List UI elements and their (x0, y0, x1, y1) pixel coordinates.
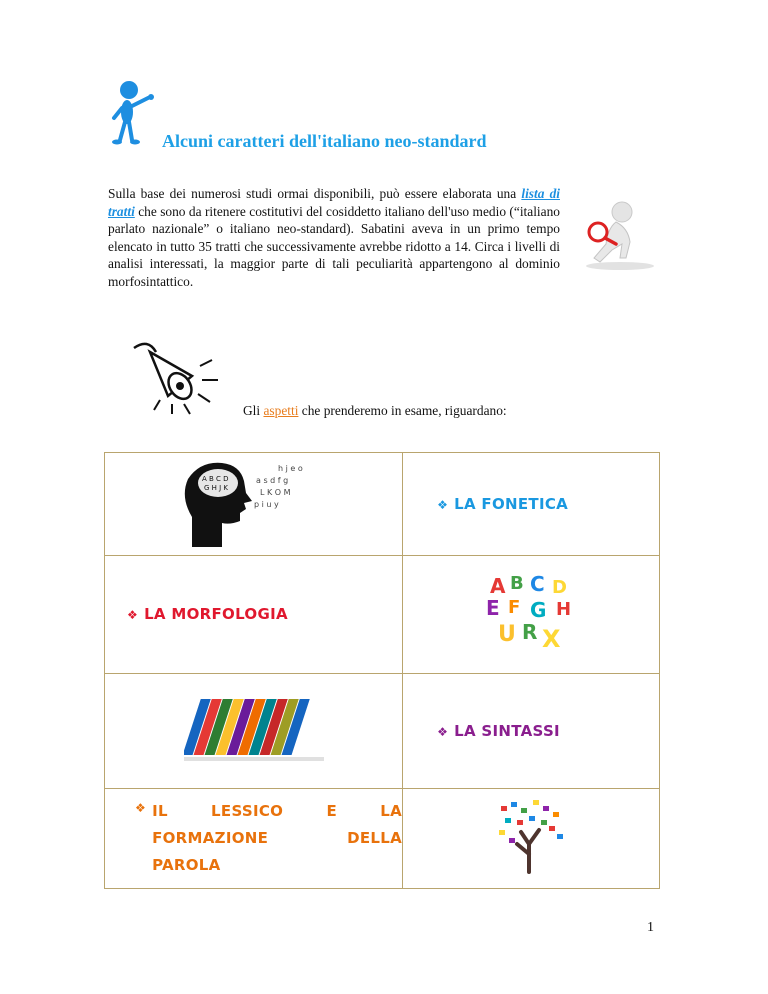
topic-sintassi-label: LA SINTASSI (454, 721, 560, 740)
speaking-head-letters-icon (174, 457, 334, 547)
fonetica-image-cell (105, 453, 403, 556)
lessico-image-cell (403, 789, 660, 889)
lessico-word: LA (380, 802, 403, 820)
svg-text:H: H (556, 599, 572, 620)
table-row (105, 674, 660, 789)
topic-morfologia (127, 605, 288, 623)
table-row (105, 789, 660, 889)
topics-table (104, 452, 660, 889)
sintassi-label-cell (403, 674, 660, 789)
topic-morfologia-label: LA MORFOLOGIA (144, 605, 288, 623)
lessico-word: FORMAZIONE (152, 829, 269, 847)
spotlight-icon (130, 336, 225, 416)
svg-text:B: B (510, 573, 524, 594)
svg-text:A: A (490, 574, 506, 598)
svg-text:G H J K: G H J K (203, 483, 228, 492)
topic-sintassi (437, 722, 560, 740)
svg-text:L K O M: L K O M (259, 487, 291, 497)
topic-lessico-label (152, 798, 402, 879)
intro-text-end: che sono da ritenere costitutivi del cosiddetto italiano dell'uso medio (“italiano parlato nazionale” o italiano neo-standard). Sabatini aveva in un primo tempo elencato in tutto 35 tratti che successivamente avrebbe ridotto a 14. Circa i livelli di analisi interessati, la maggior parte di tali peculiarità appartengono al dominio morfosintattico. (108, 203, 560, 289)
table-row (105, 453, 660, 556)
colorful-letters-icon (476, 567, 586, 657)
lessico-word: DELLA (347, 829, 403, 847)
svg-text:E: E (486, 596, 500, 620)
aspects-suffix: che prenderemo in esame, riguardano: (298, 403, 507, 418)
diamond-bullet-icon: ❖ (127, 608, 139, 622)
svg-text:p i u y: p i u y (253, 499, 279, 509)
svg-text:F: F (508, 597, 521, 618)
diamond-bullet-icon: ❖ (135, 801, 147, 815)
svg-text:U: U (498, 622, 516, 647)
svg-text:D: D (552, 577, 567, 598)
svg-text:h j e o: h j e o (277, 463, 303, 473)
lista-di-tratti-link[interactable]: lista di tratti (108, 186, 560, 219)
morfologia-label-cell (105, 556, 403, 674)
svg-text:C: C (530, 572, 545, 596)
svg-text:R: R (522, 620, 538, 644)
magnifying-glass-figure-icon (578, 198, 658, 273)
topic-fonetica-label: LA FONETICA (454, 494, 569, 513)
word-tree-icon (491, 798, 571, 874)
lessico-label-cell (105, 789, 403, 889)
diamond-bullet-icon: ❖ (437, 724, 449, 739)
aspects-intro (243, 403, 507, 419)
lessico-word: PAROLA (152, 856, 221, 874)
lessico-line-1 (152, 798, 402, 825)
page-title: Alcuni caratteri dell'italiano neo-standard (162, 131, 487, 151)
diamond-bullet-icon: ❖ (437, 497, 449, 512)
table-row (105, 556, 660, 674)
svg-text:G: G (530, 598, 547, 622)
morfologia-image-cell (403, 556, 660, 674)
svg-text:X: X (542, 625, 561, 653)
svg-text:A B C D: A B C D (201, 474, 229, 483)
lessico-line-3 (152, 852, 402, 879)
fonetica-label-cell (403, 453, 660, 556)
lessico-line-2 (152, 825, 402, 852)
lessico-word: IL (152, 802, 168, 820)
sintassi-image-cell (105, 674, 403, 789)
topic-lessico (135, 798, 402, 879)
svg-text:a s d f g: a s d f g (255, 475, 288, 485)
intro-paragraph (108, 185, 560, 291)
topic-fonetica (437, 495, 568, 513)
aspects-prefix: Gli (243, 403, 264, 418)
books-row-icon (184, 689, 324, 769)
lessico-word: LESSICO (211, 802, 284, 820)
aspetti-link[interactable]: aspetti (263, 403, 299, 418)
stick-figure-pointing-icon (104, 80, 164, 150)
page-number: 1 (647, 920, 654, 935)
lessico-word: E (326, 802, 338, 820)
intro-text-start: Sulla base dei numerosi studi ormai disponibili, può essere elaborata una (108, 186, 522, 201)
